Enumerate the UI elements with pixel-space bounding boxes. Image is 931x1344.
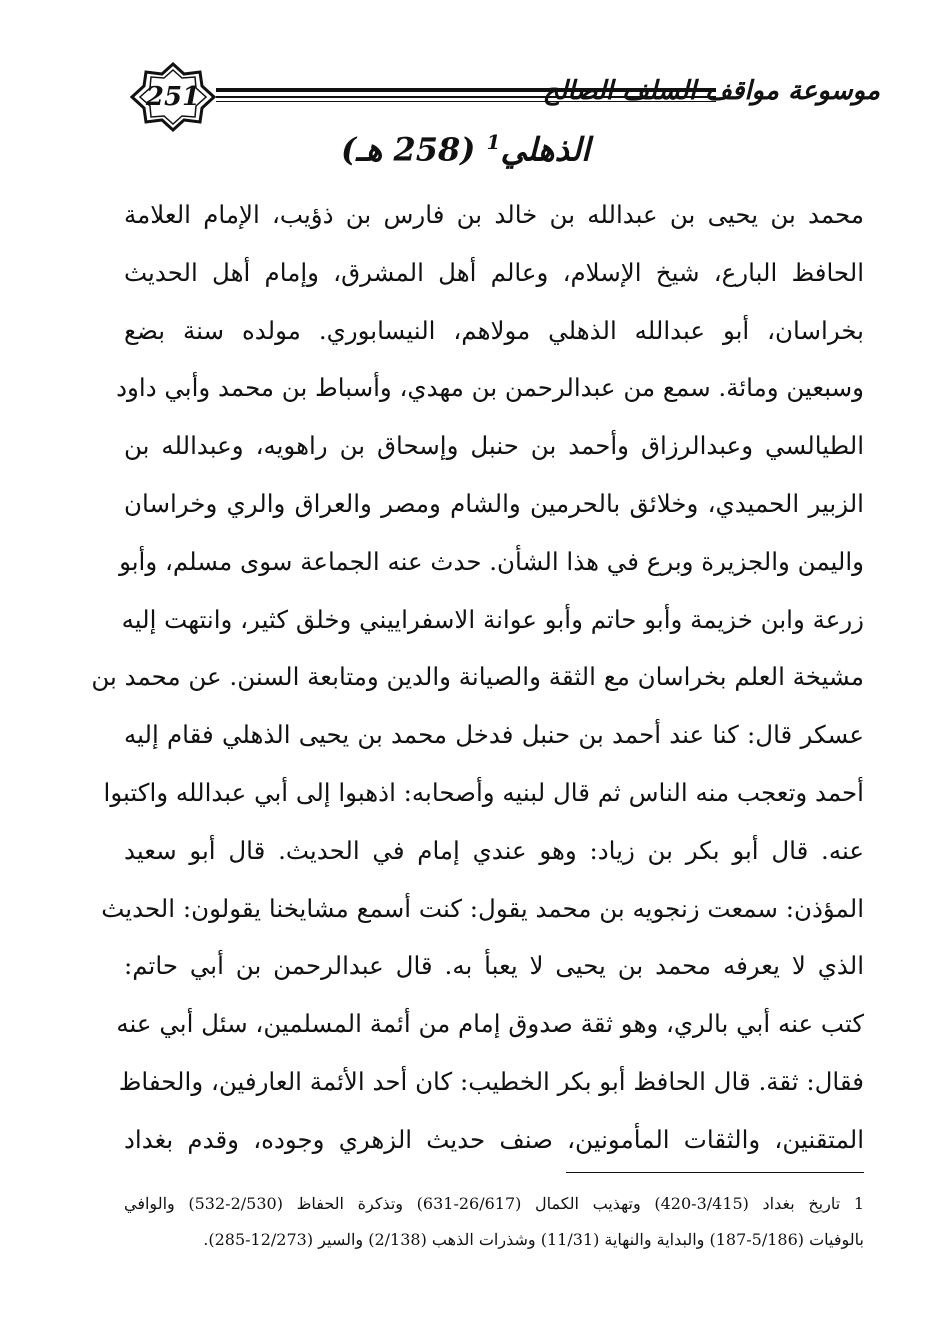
- body-line: وسبعين ومائة. سمع من عبدالرحمن بن مهدي، وأسباط بن محمد وأبي داود: [116, 373, 864, 403]
- body-line: كتب عنه أبي بالري، وهو ثقة صدوق إمام من أئمة المسلمين، سئل أبي عنه: [116, 1009, 864, 1039]
- article-title-name: الذهلي: [500, 130, 591, 169]
- body-line: الحافظ البارع، شيخ الإسلام، وعالم أهل المشرق، وإمام أهل الحديث: [124, 257, 864, 287]
- article-title-date: (258 هـ): [340, 130, 476, 169]
- body-line: الذي لا يعرفه محمد بن يحيى لا يعبأ به. قال عبدالرحمن بن أبي حاتم:: [124, 951, 864, 981]
- body-line: الطيالسي وعبدالرزاق وأحمد بن حنبل وإسحاق بن راهويه، وعبدالله بن: [124, 431, 864, 461]
- body-line: المتقنين، والثقات المأمونين، صنف حديث الزهري وجوده، وقدم بغداد: [124, 1124, 864, 1154]
- series-title: موسوعة مواقف السلف الصالح: [542, 76, 880, 106]
- body-line: عسكر قال: كنا عند أحمد بن حنبل فدخل محمد بن يحيى الذهلي فقام إليه: [124, 720, 864, 750]
- article-title: [0, 130, 931, 169]
- footnote-marker: 1: [486, 130, 501, 154]
- body-line: مشيخة العلم بخراسان مع الثقة والصيانة والدين ومتابعة السنن. عن محمد بن: [91, 662, 864, 692]
- page-number: 251: [145, 82, 201, 112]
- footnotes: [124, 1186, 864, 1258]
- footnote-line: بالوفيات (5/186-187) والبداية والنهاية (11/31) وشذرات الذهب (2/138) والسير (12/273-285).: [203, 1230, 864, 1249]
- body-line: الزبير الحميدي، وخلائق بالحرمين والشام ومصر والعراق والري وخراسان: [124, 488, 864, 518]
- page-header: [120, 62, 880, 132]
- footnote-line: 1 تاريخ بغداد (3/415-420) وتهذيب الكمال (26/617-631) وتذكرة الحفاظ (2/530-532) والوافي: [124, 1194, 864, 1213]
- body-line: محمد بن يحيى بن عبدالله بن خالد بن فارس بن ذؤيب، الإمام العلامة: [124, 200, 864, 229]
- body-line: فقال: ثقة. قال الحافظ أبو بكر الخطيب: كان أحد الأئمة العارفين، والحفاظ: [118, 1066, 864, 1096]
- body-line: بخراسان، أبو عبدالله الذهلي مولاهم، النيسابوري. مولده سنة بضع: [124, 315, 864, 345]
- footnote-separator: [566, 1172, 864, 1173]
- page-number-badge: [130, 62, 216, 132]
- body-text: [91, 186, 864, 1169]
- body-line: واليمن والجزيرة وبرع في هذا الشأن. حدث عنه الجماعة سوى مسلم، وأبو: [119, 546, 864, 576]
- body-line: أحمد وتعجب منه الناس ثم قال لبنيه وأصحابه: اذهبوا إلى أبي عبدالله واكتبوا: [103, 777, 864, 807]
- body-line: المؤذن: سمعت زنجويه بن محمد يقول: كنت أسمع مشايخنا يقولون: الحديث: [101, 893, 864, 923]
- body-line: زرعة وابن خزيمة وأبو حاتم وأبو عوانة الاسفراييني وخلق كثير، وانتهت إليه: [121, 604, 864, 634]
- body-line: عنه. قال أبو بكر بن زياد: وهو عندي إمام في الحديث. قال أبو سعيد: [124, 835, 864, 865]
